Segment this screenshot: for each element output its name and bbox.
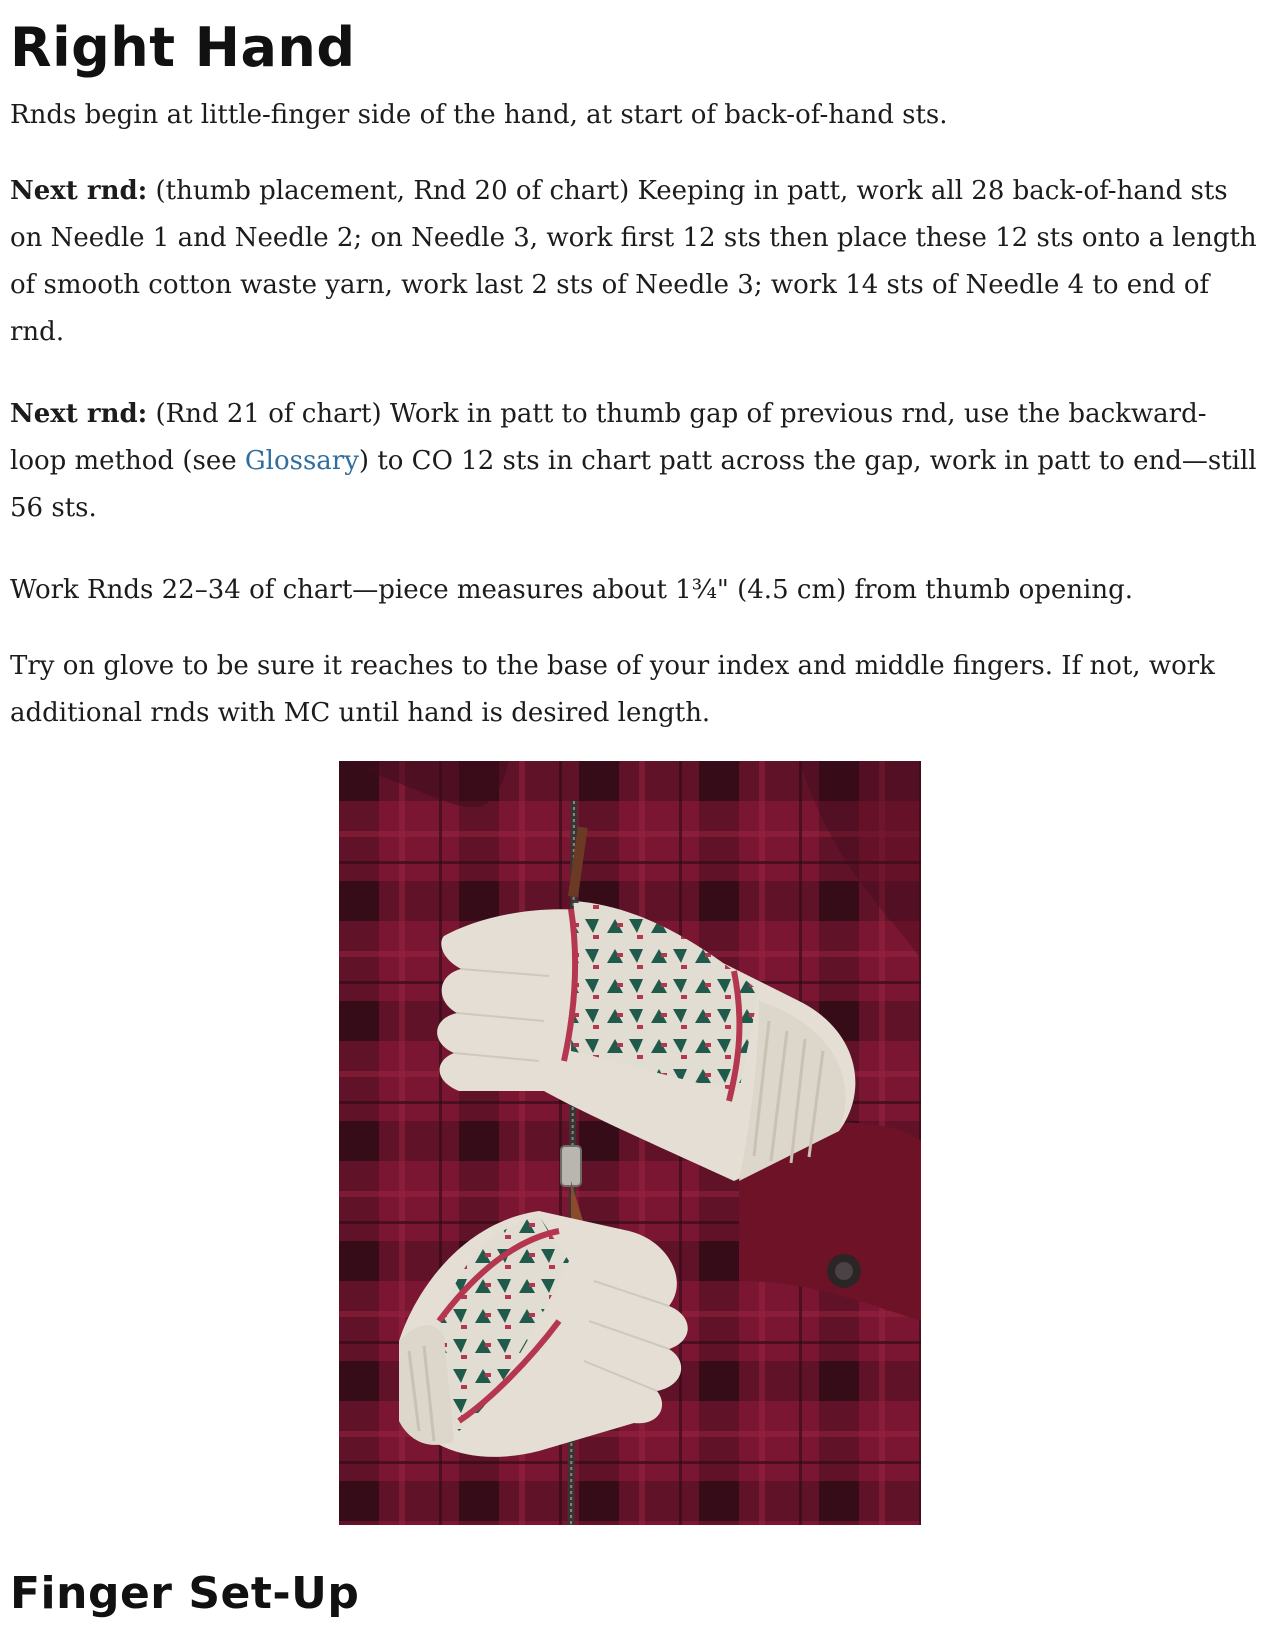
paragraph-thumb-placement: [10, 168, 1260, 356]
heading-finger-setup: Finger Set-Up: [10, 1568, 360, 1619]
cast-on-text-end: ) to CO 12 sts in chart patt across the gap, work in patt to end—still 56 sts.: [10, 446, 1257, 523]
paragraph-rnds-begin: Rnds begin at little-finger side of the hand, at start of back-of-hand sts.: [10, 100, 948, 130]
cast-on-text-start: (Rnd 21 of chart) Work in patt to thumb gap of previous rnd, use the backward-loop method (see: [10, 399, 1207, 476]
paragraph-cast-on: [10, 391, 1260, 532]
thumb-placement-text: (thumb placement, Rnd 20 of chart) Keeping in patt, work all 28 back-of-hand sts on Needle 1 and Needle 2; on Needle 3, work first 12 sts then place these 12 sts onto a length of smooth cotton waste yarn, work last 2 sts of Needle 3; work 14 sts of Needle 4 to end of rnd.: [10, 176, 1257, 347]
paragraph-try-on: Try on glove to be sure it reaches to the base of your index and middle fingers. If not, work additional rnds with MC until hand is desired length.: [10, 651, 1215, 728]
next-rnd-label: Next rnd:: [10, 176, 148, 206]
paragraph-work-rnds: Work Rnds 22–34 of chart—piece measures about 1¾" (4.5 cm) from thumb opening.: [10, 575, 1134, 605]
glossary-link[interactable]: Glossary: [244, 446, 359, 476]
heading-right-hand: Right Hand: [10, 16, 356, 79]
next-rnd-label: Next rnd:: [10, 399, 148, 429]
gloves-photo: [339, 761, 921, 1525]
